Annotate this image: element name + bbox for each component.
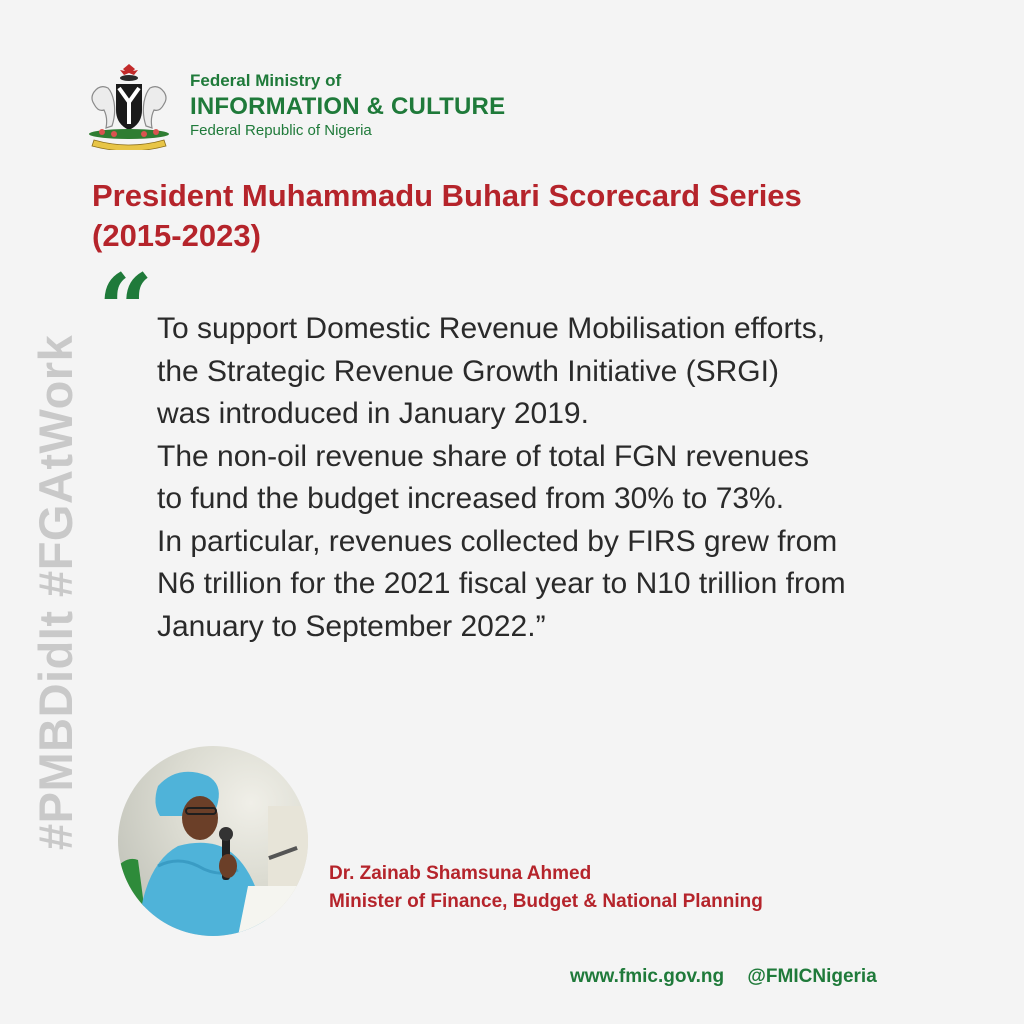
coat-of-arms-icon	[80, 62, 178, 150]
ministry-line-3: Federal Republic of Nigeria	[190, 122, 372, 139]
footer	[570, 966, 877, 988]
speaker-role: Minister of Finance, Budget & National Planning	[329, 891, 763, 912]
quote-line: The non-oil revenue share of total FGN revenues	[157, 439, 810, 473]
quote-mark-icon: “	[98, 253, 154, 366]
vertical-hashtag: #PMBDidIt #FGAtWork	[29, 334, 82, 850]
social-handle-link[interactable]: @FMICNigeria	[747, 966, 877, 987]
quote-line: the Strategic Revenue Growth Initiative (SRGI)	[157, 354, 779, 388]
quote-line: In particular, revenues collected by FIRS grew from	[157, 524, 838, 558]
quote-line: was introduced in January 2019.	[157, 397, 589, 430]
portrait-illustration	[118, 746, 308, 936]
attribution	[329, 860, 763, 916]
title-line-1: President Muhammadu Buhari Scorecard Series	[92, 178, 802, 213]
quote-line: January to September 2022.”	[157, 609, 546, 643]
speaker-name: Dr. Zainab Shamsuna Ahmed	[329, 863, 592, 884]
quote-line: To support Domestic Revenue Mobilisation efforts,	[157, 312, 826, 345]
quote-body	[157, 308, 987, 648]
ministry-line-2: INFORMATION & CULTURE	[190, 93, 506, 120]
quote-line: N6 trillion for the 2021 fiscal year to N10 trillion from	[157, 567, 846, 600]
website-link[interactable]: www.fmic.gov.ng	[570, 966, 725, 987]
quote-line: to fund the budget increased from 30% to 73%.	[157, 482, 785, 515]
ministry-line-1: Federal Ministry of	[190, 71, 342, 90]
ministry-header	[190, 70, 505, 140]
page-title	[92, 176, 972, 256]
title-line-2: (2015-2023)	[92, 218, 261, 253]
minister-portrait	[118, 746, 308, 936]
